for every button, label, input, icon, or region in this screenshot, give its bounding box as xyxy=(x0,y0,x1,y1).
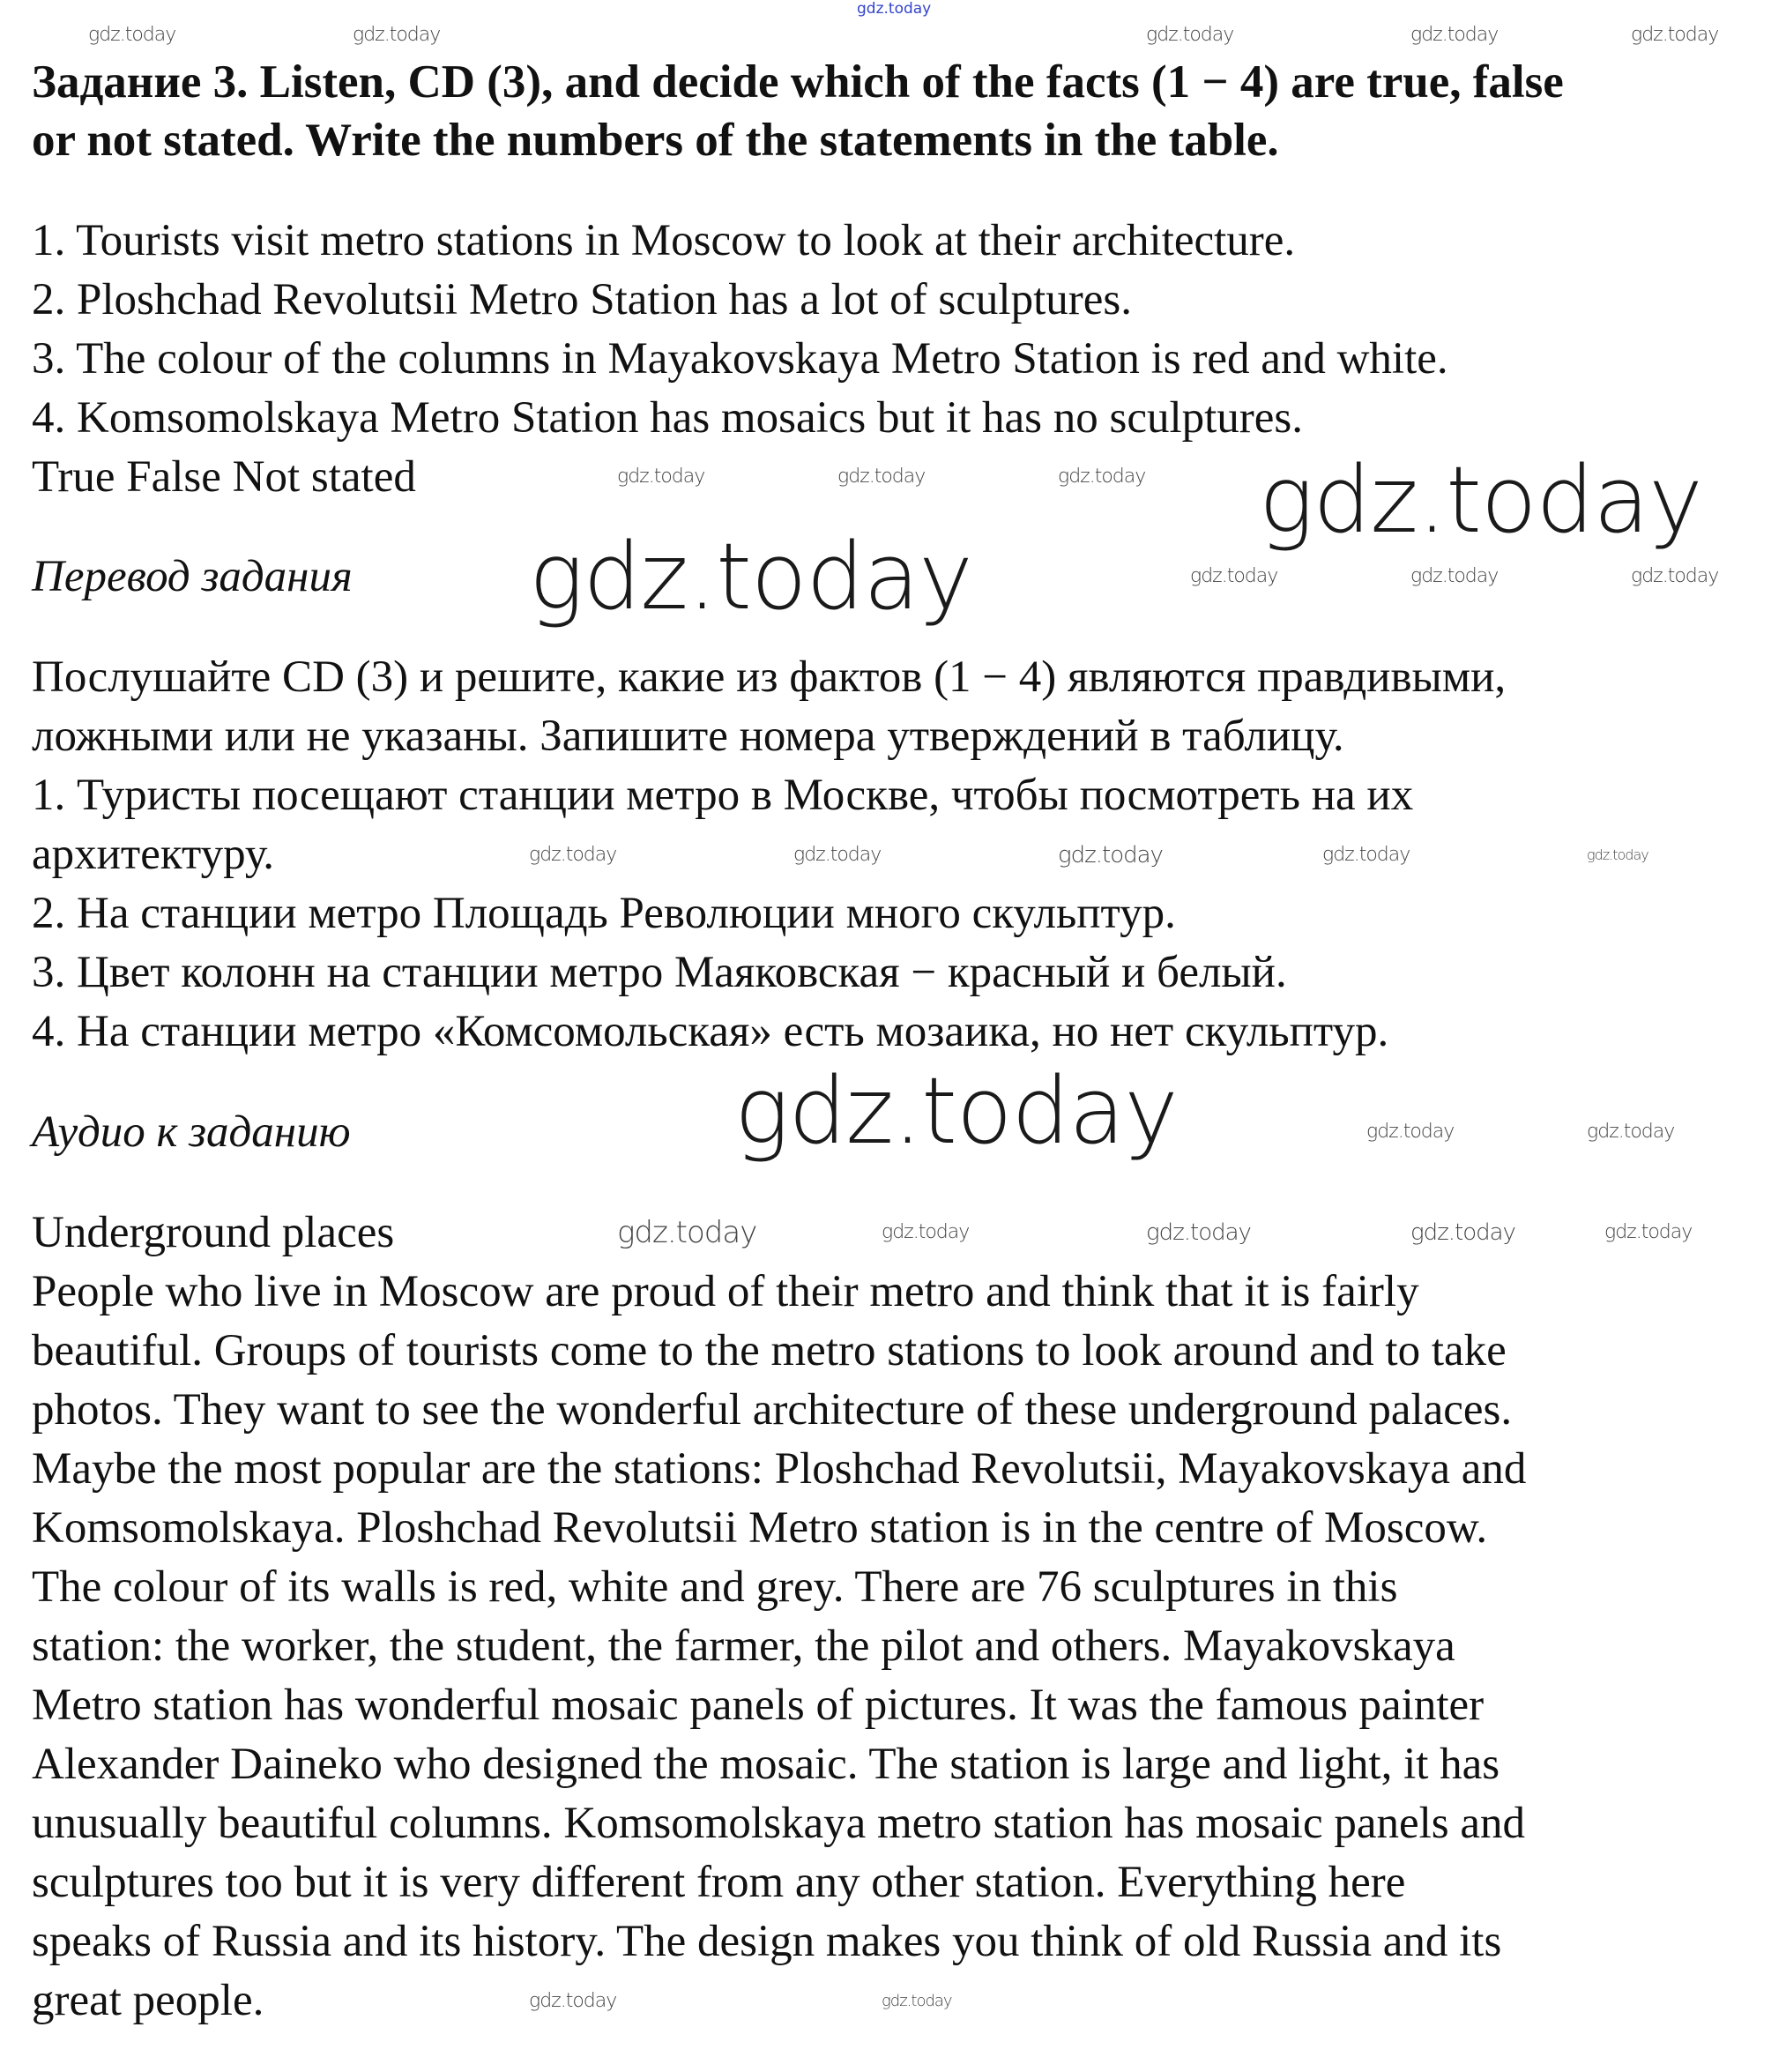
text-line: Metro station has wonderful mosaic panels of pictures. It was the famous painter xyxy=(32,1681,1485,1730)
watermark-large: gdz.today xyxy=(529,523,972,630)
text-line: The colour of its walls is red, white and grey. There are 76 sculptures in this xyxy=(32,1562,1398,1612)
translation-line: 4. На станции метро «Комсомольская» есть мозаика, но нет скульптур. xyxy=(32,1007,1389,1056)
heading-line: or not stated. Write the numbers of the statements in the table. xyxy=(32,115,1279,166)
text-line: station: the worker, the student, the farmer, the pilot and others. Mayakovskaya xyxy=(32,1621,1455,1671)
watermark-small: gdz.today xyxy=(88,24,176,46)
translation-line: 3. Цвет колонн на станции метро Маяковская − красный и белый. xyxy=(32,948,1287,997)
text-line: beautiful. Groups of tourists come to the metro stations to look around and to take xyxy=(32,1326,1507,1375)
watermark-small: gdz.today xyxy=(1146,1219,1251,1246)
watermark-small: gdz.today xyxy=(1410,565,1499,587)
text-line: People who live in Moscow are proud of their metro and think that it is fairly xyxy=(32,1267,1419,1316)
watermark-small: gdz.today xyxy=(1410,24,1499,46)
text-line: Alexander Daineko who designed the mosaic. The station is large and light, it has xyxy=(32,1740,1500,1789)
watermark-small: gdz.today xyxy=(837,466,926,488)
watermark-small: gdz.today xyxy=(617,1215,757,1250)
statement: 3. The colour of the columns in Mayakovskaya Metro Station is red and white. xyxy=(32,334,1448,384)
translation-line: архитектуру. xyxy=(32,830,275,879)
table-header: True False Not stated xyxy=(32,452,416,502)
translation-line: 1. Туристы посещают станции метро в Москве, чтобы посмотреть на их xyxy=(32,771,1414,820)
translation-line: Послушайте CD (3) и решите, какие из фактов (1 − 4) являются правдивыми, xyxy=(32,652,1507,702)
task-heading xyxy=(32,53,1768,169)
watermark-small: gdz.today xyxy=(1366,1121,1455,1143)
watermark-small: gdz.today xyxy=(793,844,882,866)
section-title: Перевод задания xyxy=(32,552,353,601)
text-line: Komsomolskaya. Ploshchad Revolutsii Metro station is in the centre of Moscow. xyxy=(32,1503,1488,1553)
watermark-small: gdz.today xyxy=(882,1992,952,2010)
translation-line: ложными или не указаны. Запишите номера утверждений в таблицу. xyxy=(32,712,1344,761)
statement: 2. Ploshchad Revolutsii Metro Station has a lot of sculptures. xyxy=(32,275,1132,324)
watermark-small: gdz.today xyxy=(1631,24,1719,46)
audio-text xyxy=(32,1204,1768,2031)
watermark-small: gdz.today xyxy=(1058,842,1163,868)
watermark-small: gdz.today xyxy=(353,24,441,46)
watermark-small: gdz.today xyxy=(1058,466,1146,488)
statement: 4. Komsomolskaya Metro Station has mosaics but it has no sculptures. xyxy=(32,393,1304,443)
text-line: speaks of Russia and its history. The design makes you think of old Russia and its xyxy=(32,1917,1502,1966)
watermark-small: gdz.today xyxy=(529,1990,617,2012)
text-line: photos. They want to see the wonderful architecture of these underground palaces. xyxy=(32,1385,1513,1435)
text-line: Maybe the most popular are the stations: Ploshchad Revolutsii, Mayakovskaya and xyxy=(32,1444,1527,1494)
watermark-small: gdz.today xyxy=(617,466,705,488)
watermark-small: gdz.today xyxy=(882,1221,970,1243)
heading-line: Задание 3. Listen, CD (3), and decide which of the facts (1 − 4) are true, false xyxy=(32,56,1564,108)
text-line: unusually beautiful columns. Komsomolskaya metro station has mosaic panels and xyxy=(32,1799,1526,1848)
text-title: Underground places xyxy=(32,1208,395,1257)
watermark-small: gdz.today xyxy=(529,844,617,866)
watermark-small: gdz.today xyxy=(1604,1221,1693,1243)
watermark-small: gdz.today xyxy=(1631,565,1719,587)
watermark-small: gdz.today xyxy=(1322,844,1410,866)
watermark-small: gdz.today xyxy=(1146,24,1234,46)
translation-text xyxy=(32,648,1768,1062)
watermark-large: gdz.today xyxy=(734,1057,1178,1165)
watermark-large: gdz.today xyxy=(1259,446,1702,554)
watermark-small: gdz.today xyxy=(1587,846,1648,863)
section-title: Аудио к заданию xyxy=(32,1107,351,1157)
statement: 1. Tourists visit metro stations in Moscow to look at their architecture. xyxy=(32,216,1296,265)
text-line: great people. xyxy=(32,1976,264,2025)
watermark-small: gdz.today xyxy=(1410,1219,1515,1246)
watermark-small: gdz.today xyxy=(1587,1121,1675,1143)
watermark-small: gdz.today xyxy=(1190,565,1278,587)
text-line: sculptures too but it is very different from any other station. Everything here xyxy=(32,1858,1406,1907)
translation-line: 2. На станции метро Площадь Революции много скульптур. xyxy=(32,889,1176,938)
watermark-top: gdz.today xyxy=(857,0,932,18)
